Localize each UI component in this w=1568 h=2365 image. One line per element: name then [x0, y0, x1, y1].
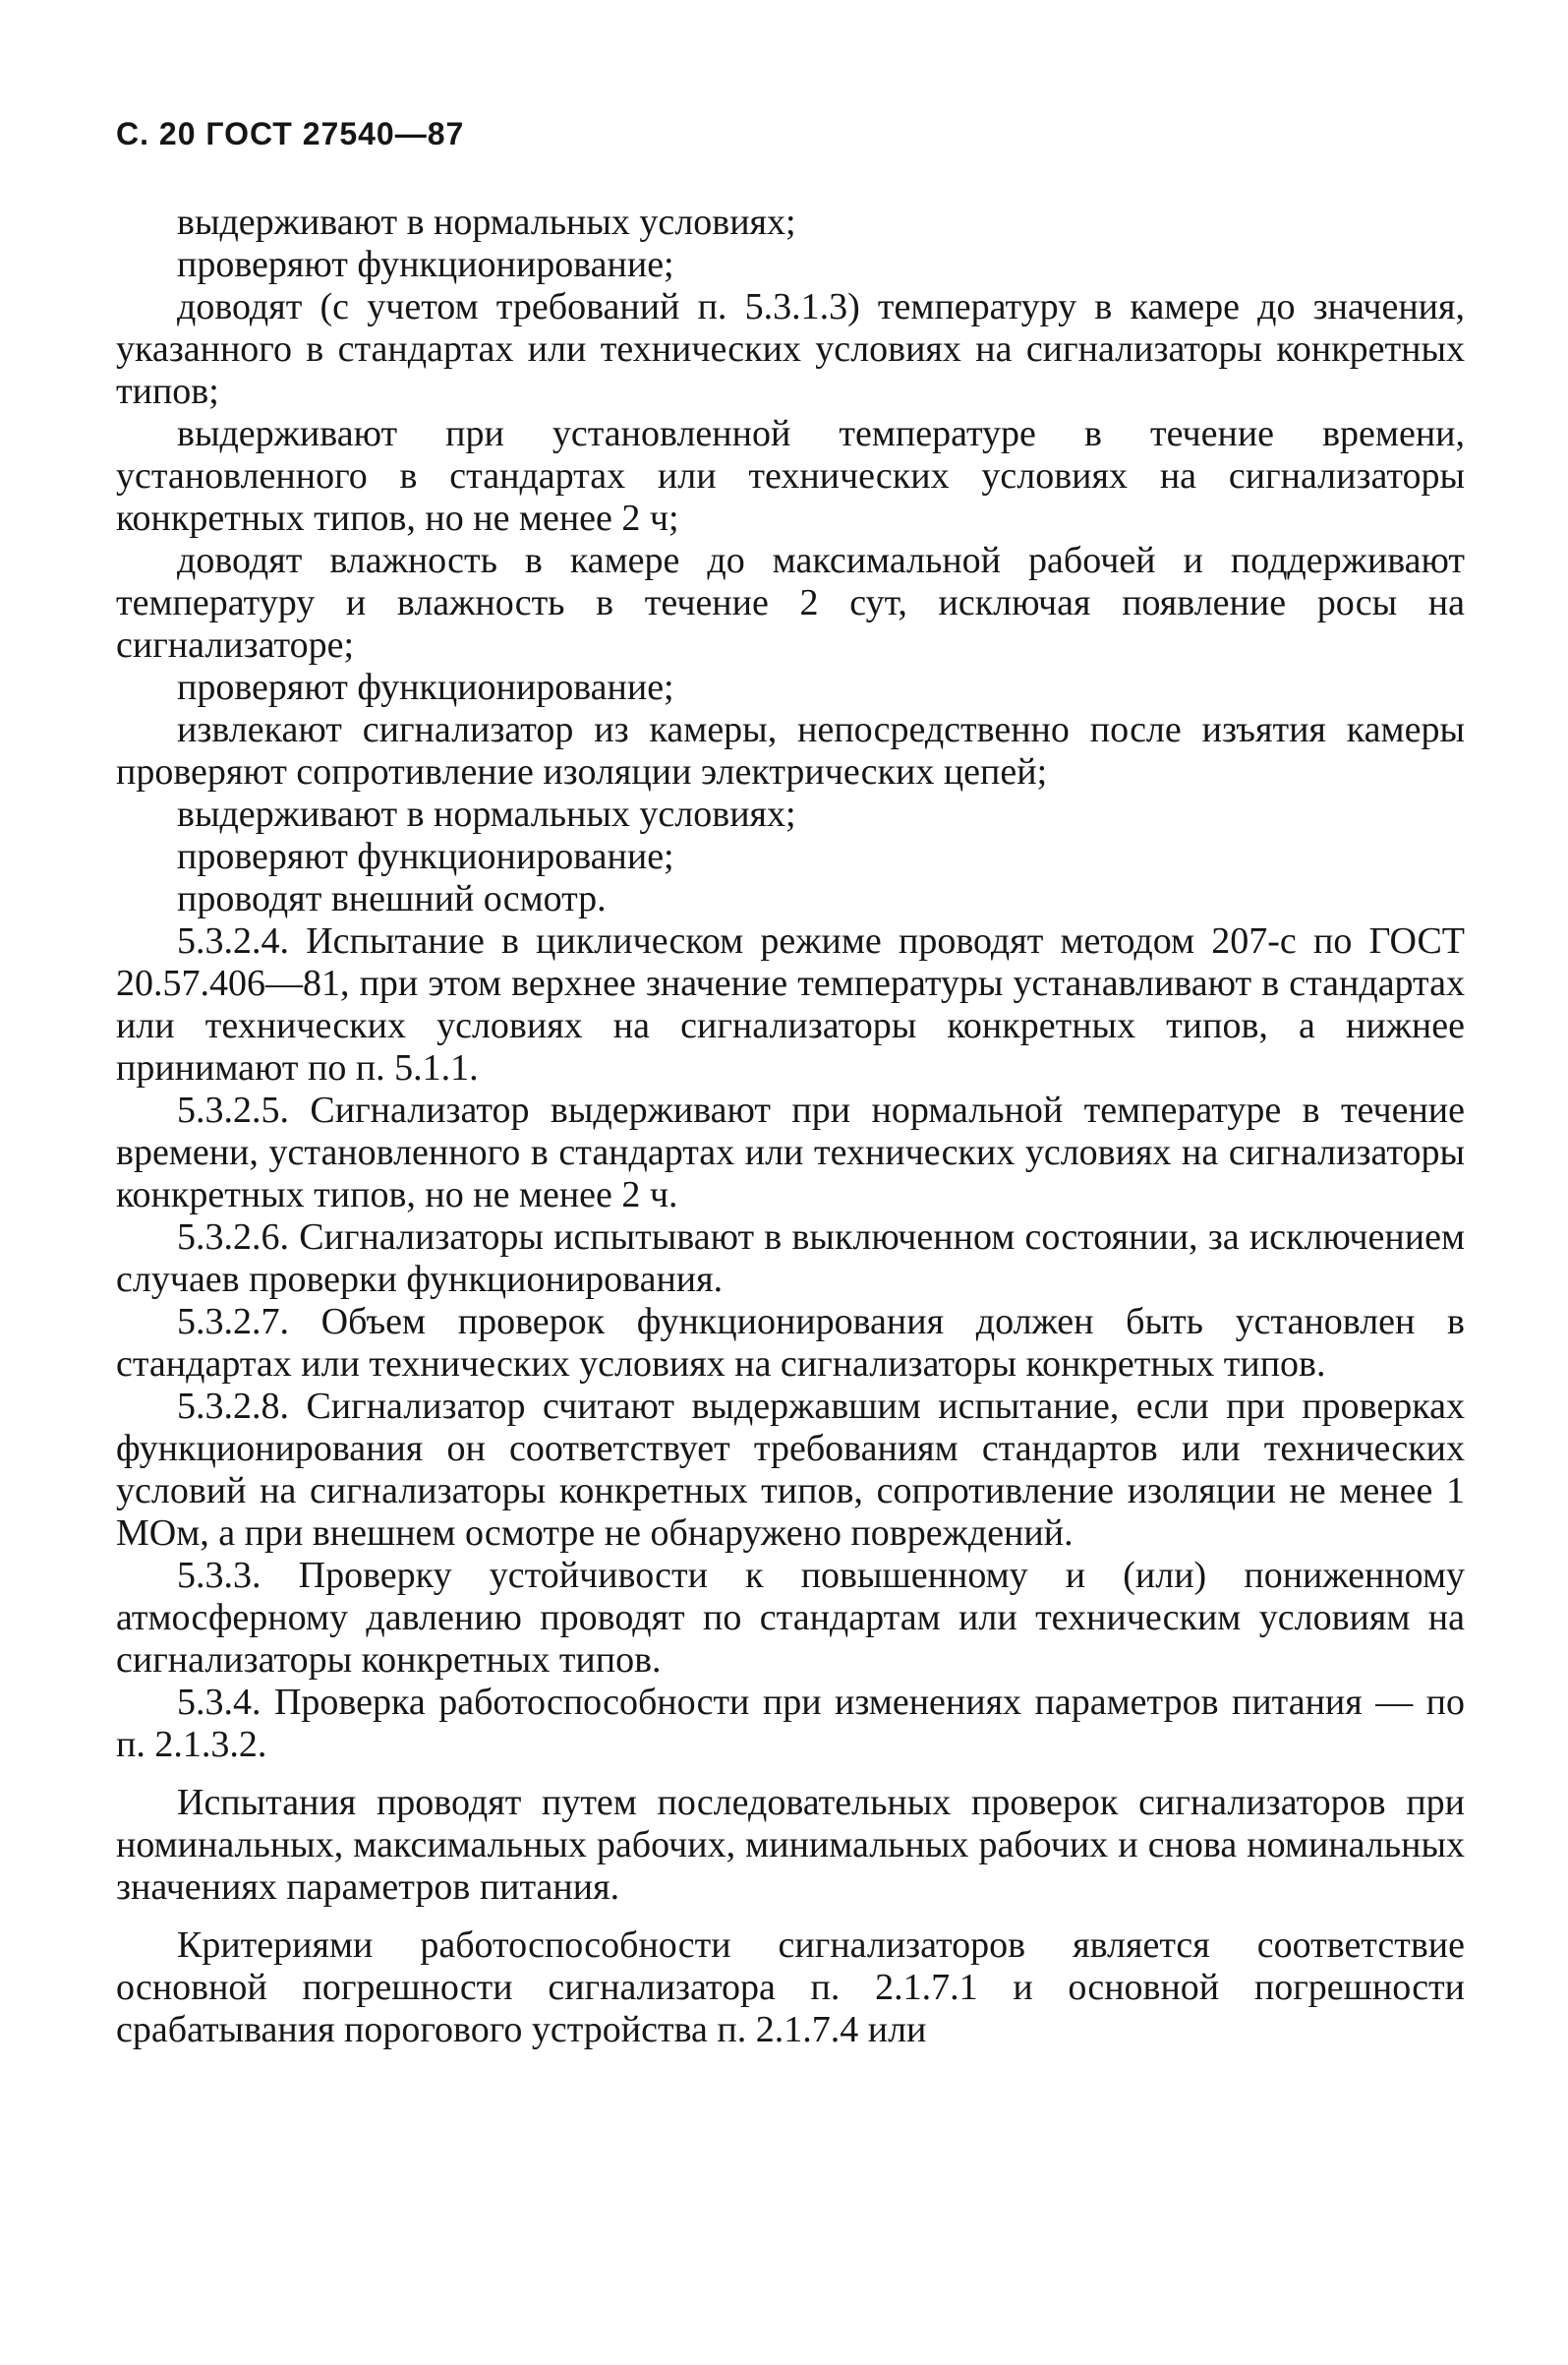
document-body [116, 202, 1465, 2051]
paragraph: проверяют функционирование; [177, 667, 674, 708]
paragraph: выдерживают в нормальных условиях; [177, 794, 796, 835]
paragraph: Критериями работоспособности сигнализаторов является соответствие основной погрешности сигнализатора п. 2.1.7.1 и основной погрешности срабатывания порогового устройства п. 2.1.7.4 или [116, 1924, 1465, 2050]
paragraph: доводят влажность в камере до максимальной рабочей и поддерживают температуру и влажность в течение 2 сут, исключая появление росы на сигнализаторе; [116, 540, 1465, 666]
paragraph: выдерживают в нормальных условиях; [177, 202, 796, 243]
paragraph: 5.3.2.8. Сигнализатор считают выдержавшим испытание, если при проверках функционирования он соответствует требованиям стандартов или технических условий на сигнализаторы конкретных типов, сопротивление изоляции не менее 1 МОм, а при внешнем осмотре не обнаружено повреждений. [116, 1386, 1465, 1554]
paragraph: 5.3.4. Проверка работоспособности при изменениях параметров питания — по п. 2.1.3.2. [116, 1682, 1465, 1765]
paragraph: доводят (с учетом требований п. 5.3.1.3) температуру в камере до значения, указанного в стандартах или технических условиях на сигнализаторы конкретных типов; [116, 286, 1465, 412]
paragraph: выдерживают при установленной температуре в течение времени, установленного в стандартах или технических условиях на сигнализаторы конкретных типов, но не менее 2 ч; [116, 413, 1465, 539]
paragraph: 5.3.2.6. Сигнализаторы испытывают в выключенном состоянии, за исключением случаев проверки функционирования. [116, 1216, 1465, 1300]
page-header: С. 20 ГОСТ 27540—87 [116, 116, 465, 151]
paragraph: Испытания проводят путем последовательных проверок сигнализаторов при номинальных, максимальных рабочих, минимальных рабочих и снова номинальных значениях параметров питания. [116, 1782, 1465, 1908]
paragraph: проверяют функционирование; [177, 836, 674, 877]
paragraph: 5.3.2.5. Сигнализатор выдерживают при нормальной температуре в течение времени, установленного в стандартах или технических условиях на сигнализаторы конкретных типов, но не менее 2 ч. [116, 1090, 1465, 1215]
paragraph: 5.3.2.4. Испытание в циклическом режиме проводят методом 207-с по ГОСТ 20.57.406—81, при этом верхнее значение температуры устанавливают в стандартах или технических условиях на сигнализаторы конкретных типов, а нижнее принимают по п. 5.1.1. [116, 920, 1465, 1089]
paragraph: 5.3.2.7. Объем проверок функционирования должен быть установлен в стандартах или технических условиях на сигнализаторы конкретных типов. [116, 1301, 1465, 1385]
paragraph: извлекают сигнализатор из камеры, непосредственно после изъятия камеры проверяют сопротивление изоляции электрических цепей; [116, 709, 1465, 793]
paragraph: проверяют функционирование; [177, 244, 674, 285]
paragraph: 5.3.3. Проверку устойчивости к повышенному и (или) пониженному атмосферному давлению проводят по стандартам или техническим условиям на сигнализаторы конкретных типов. [116, 1555, 1465, 1681]
paragraph: проводят внешний осмотр. [177, 878, 607, 919]
